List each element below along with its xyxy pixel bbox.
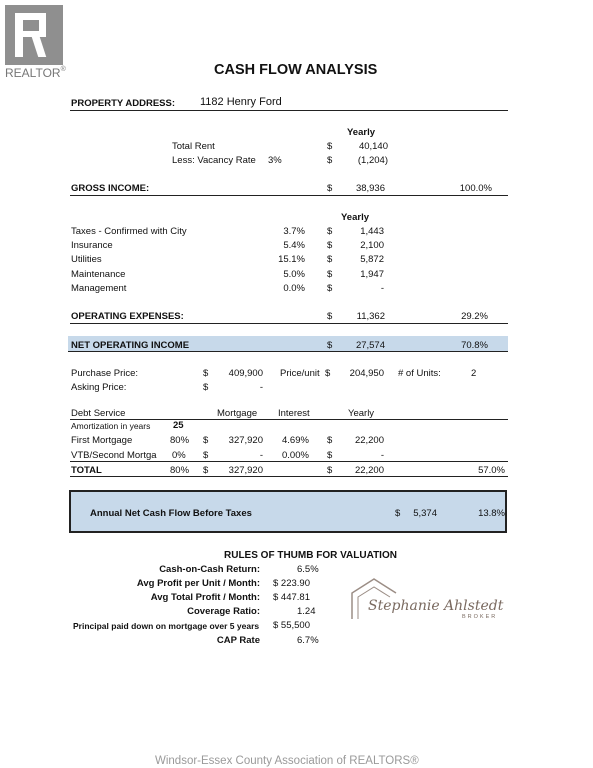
currency-sign: $ [203, 435, 209, 446]
total-rent-label: Total Rent [172, 141, 215, 152]
debt-row-label: VTB/Second Mortga [71, 450, 157, 461]
expense-label: Taxes - Confirmed with City [71, 226, 187, 237]
expense-value: 1,947 [360, 269, 384, 280]
currency-sign: $ [203, 368, 209, 379]
currency-sign: $ [327, 226, 333, 237]
currency-sign: $ [327, 450, 333, 461]
expenses-yearly-header: Yearly [341, 212, 369, 223]
rule-value: $ 447.81 [273, 592, 310, 603]
asking-price-value: - [259, 382, 263, 393]
amortization-value: 25 [173, 420, 184, 431]
currency-sign: $ [327, 283, 333, 294]
expense-label: Management [71, 283, 127, 294]
expense-value: 5,872 [360, 254, 384, 265]
cash-flow-value: 5,374 [413, 508, 437, 519]
asking-price-label: Asking Price: [71, 382, 127, 393]
currency-sign: $ [327, 155, 333, 166]
expense-pct: 15.1% [278, 254, 305, 265]
debt-row-pct: 0% [172, 450, 186, 461]
purchase-price-label: Purchase Price: [71, 368, 139, 379]
cash-flow-pct: 13.8% [478, 508, 505, 519]
debt-row-mortgage: - [259, 450, 263, 461]
currency-sign: $ [203, 465, 209, 476]
realtor-logo-text: REALTOR® [5, 66, 66, 80]
amortization-label: Amortization in years [71, 421, 151, 431]
realtor-logo-icon [5, 5, 63, 65]
currency-sign: $ [327, 311, 333, 322]
rule-value: 6.7% [297, 635, 319, 646]
rules-title: RULES OF THUMB FOR VALUATION [224, 550, 397, 561]
broker-role: BROKER [462, 614, 498, 620]
rule-value: 6.5% [297, 564, 319, 575]
rule-value: $ 55,500 [273, 620, 310, 631]
currency-sign: $ [327, 269, 333, 280]
currency-sign: $ [203, 382, 209, 393]
operating-expenses-pct: 29.2% [461, 311, 488, 322]
vacancy-label: Less: Vacancy Rate [172, 155, 256, 166]
currency-sign: $ [327, 254, 333, 265]
gross-income-pct: 100.0% [459, 183, 492, 194]
noi-value: 27,574 [355, 340, 385, 351]
debt-row-mortgage: 327,920 [228, 435, 263, 446]
debt-total-mortgage: 327,920 [228, 465, 263, 476]
debt-total-pct: 80% [170, 465, 190, 476]
currency-sign: $ [325, 368, 331, 379]
debt-total-label: TOTAL [71, 465, 102, 476]
currency-sign: $ [203, 450, 209, 461]
yearly-header: Yearly [347, 127, 375, 138]
gross-income-label: GROSS INCOME: [71, 183, 150, 194]
vacancy-value: (1,204) [357, 155, 388, 166]
broker-name: Stephanie Ahlstedt [368, 598, 504, 614]
expense-value: - [380, 283, 384, 294]
expense-pct: 3.7% [283, 226, 305, 237]
footer-watermark: Windsor-Essex County Association of REALTORS® [155, 755, 419, 767]
property-address-value: 1182 Henry Ford [200, 96, 282, 108]
currency-sign: $ [327, 141, 333, 152]
currency-sign: $ [327, 240, 333, 251]
rule-value: $ 223.90 [273, 578, 310, 589]
debt-row-pct: 80% [170, 435, 190, 446]
interest-header: Interest [278, 408, 310, 419]
mortgage-header: Mortgage [217, 408, 258, 419]
expense-label: Insurance [71, 240, 113, 251]
expense-pct: 5.4% [283, 240, 305, 251]
rule-label: Cash-on-Cash Return: [159, 564, 260, 575]
debt-row-interest: 0.00% [282, 450, 309, 461]
purchase-price-value: 409,900 [228, 368, 263, 379]
currency-sign: $ [327, 465, 333, 476]
total-rent-value: 40,140 [358, 141, 388, 152]
debt-row-interest: 4.69% [282, 435, 309, 446]
rule-label: CAP Rate [216, 635, 260, 646]
debt-row-yearly: 22,200 [354, 435, 384, 446]
currency-sign: $ [395, 508, 401, 519]
gross-income-value: 38,936 [355, 183, 385, 194]
expense-value: 1,443 [360, 226, 384, 237]
operating-expenses-value: 11,362 [356, 311, 385, 322]
debt-total-share: 57.0% [478, 465, 505, 476]
expense-label: Utilities [71, 254, 102, 265]
rule-label: Coverage Ratio: [187, 606, 260, 617]
currency-sign: $ [327, 435, 333, 446]
debt-total-yearly: 22,200 [354, 465, 384, 476]
vacancy-pct: 3% [268, 155, 282, 166]
rule-label: Avg Total Profit / Month: [150, 592, 260, 603]
units-value: 2 [471, 368, 477, 379]
debt-row-yearly: - [380, 450, 384, 461]
noi-pct: 70.8% [461, 340, 488, 351]
operating-expenses-label: OPERATING EXPENSES: [71, 311, 184, 322]
currency-sign: $ [327, 340, 333, 351]
expense-pct: 0.0% [283, 283, 305, 294]
debt-yearly-header: Yearly [348, 408, 375, 419]
price-per-unit-label: Price/unit [280, 368, 320, 379]
price-per-unit-value: 204,950 [349, 368, 384, 379]
property-address-label: PROPERTY ADDRESS: [71, 98, 175, 109]
expense-value: 2,100 [360, 240, 384, 251]
expense-label: Maintenance [71, 269, 126, 280]
debt-row-label: First Mortgage [71, 435, 133, 446]
rule-value: 1.24 [297, 606, 316, 617]
rule-label: Avg Profit per Unit / Month: [136, 578, 260, 589]
debt-service-header: Debt Service [71, 408, 126, 419]
currency-sign: $ [327, 183, 333, 194]
rule-label: Principal paid down on mortgage over 5 years [73, 621, 260, 631]
cash-flow-label: Annual Net Cash Flow Before Taxes [90, 508, 252, 519]
units-label: # of Units: [398, 368, 441, 379]
noi-label: NET OPERATING INCOME [71, 340, 190, 351]
page-title: CASH FLOW ANALYSIS [214, 62, 378, 78]
expense-pct: 5.0% [283, 269, 305, 280]
